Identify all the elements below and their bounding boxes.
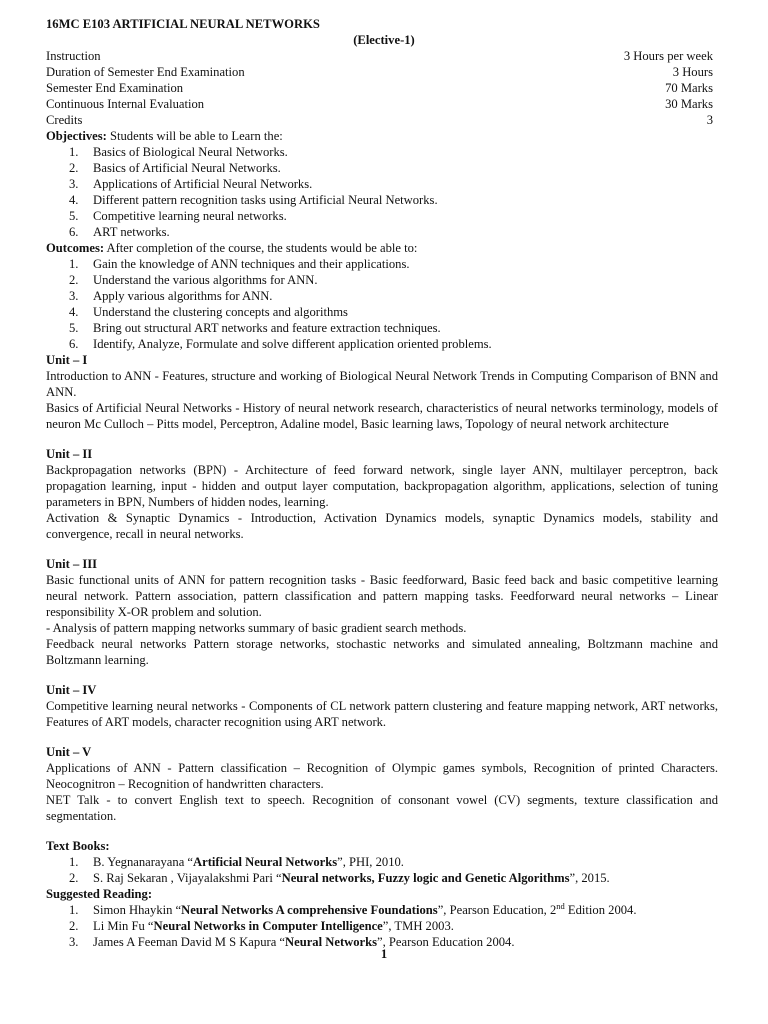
list-text: Identify, Analyze, Formulate and solve different application oriented problems. [93,337,492,351]
objectives-intro-text: Students will be able to Learn the: [106,129,283,143]
scheme-label: Semester End Examination [46,81,184,95]
suggested-reading-list [46,902,718,950]
unit-paragraph: Basic functional units of ANN for pattern recognition tasks - Basic feedforward, Basic feed back and basic competitive learning neural network. Pattern association, pattern classification and pattern mapping tasks. Feedforward neural networks – Linear responsibility X-OR problem and solution. [46,573,718,619]
list-number: 4. [69,305,79,319]
list-item [46,176,718,192]
unit-paragraph: Backpropagation networks (BPN) - Architecture of feed forward network, single layer ANN, multilayer perceptron, back propagation learning, input - hidden and output layer computation, backpropagation algorithm, applications, selection of tuning parameters in BPN, Numbers of hidden nodes, learning. [46,463,718,509]
scheme-label: Credits [46,113,83,127]
list-number: 5. [69,209,79,223]
scheme-row [46,48,718,64]
book-title: Artificial Neural Networks [193,855,338,869]
unit-paragraph: Activation & Synaptic Dynamics - Introduction, Activation Dynamics models, synaptic Dynamics models, stability and convergence, recall in neural networks. [46,511,718,541]
list-item [46,208,718,224]
list-text: Bring out structural ART networks and feature extraction techniques. [93,321,441,335]
book-author: B. Yegnanarayana “ [93,855,194,869]
book-author: S. Raj Sekaran , Vijayalakshmi Pari “ [93,871,282,885]
list-text: Applications of Artificial Neural Networks. [93,177,313,191]
scheme-row [46,96,718,112]
list-text: Apply various algorithms for ANN. [93,289,273,303]
scheme-value: 3 [706,113,713,127]
text-books-section [46,838,718,886]
scheme-label: Continuous Internal Evaluation [46,97,205,111]
list-text: Understand the various algorithms for ANN. [93,273,318,287]
list-item [46,288,718,304]
unit-heading: Unit – II [46,447,93,461]
list-number: 2. [69,161,79,175]
unit-paragraph: - Analysis of pattern mapping networks summary of basic gradient search methods. [46,621,467,635]
list-number: 1. [69,903,79,917]
book-title: Neural Networks [285,935,378,949]
book-title: Neural Networks A comprehensive Foundations [181,903,438,917]
elective-label: (Elective-1) [353,33,415,47]
unit-paragraph: Feedback neural networks Pattern storage networks, stochastic networks and simulated annealing, Boltzmann machine and Boltzmann learning. [46,637,718,667]
list-text: Gain the knowledge of ANN techniques and their applications. [93,257,410,271]
list-number: 6. [69,225,79,239]
list-text: Basics of Artificial Neural Networks. [93,161,281,175]
book-publisher: ”, Pearson Education 2004. [377,935,515,949]
list-number: 3. [69,289,79,303]
list-number: 1. [69,145,79,159]
objectives-section [46,128,718,240]
text-books-list [46,854,718,886]
list-number: 2. [69,273,79,287]
list-item [46,304,718,320]
list-item [46,918,718,934]
list-text: Competitive learning neural networks. [93,209,287,223]
text-books-heading: Text Books: [46,839,110,853]
unit-heading: Unit – V [46,745,92,759]
unit-2-section [46,446,718,542]
list-text: ART networks. [93,225,170,239]
unit-heading: Unit – I [46,353,88,367]
unit-5-section [46,744,718,824]
objectives-list [46,144,718,240]
book-title: Neural networks, Fuzzy logic and Genetic Algorithms [281,871,570,885]
scheme-label: Duration of Semester End Examination [46,65,245,79]
list-item [46,336,718,352]
book-publisher: ”, PHI, 2010. [337,855,404,869]
list-number: 3. [69,177,79,191]
list-item [46,224,718,240]
scheme-label: Instruction [46,49,101,63]
list-item [46,870,718,886]
outcomes-list [46,256,718,352]
syllabus-page [46,16,718,950]
scheme-row [46,112,718,128]
list-item [46,320,718,336]
unit-1-section [46,352,718,432]
list-number: 2. [69,871,79,885]
suggested-reading-section [46,886,718,950]
unit-paragraph: Applications of ANN - Pattern classification – Recognition of Olympic games symbols, Recognition of printed Characters. Neocognitron – Recognition of handwritten characters. [46,761,718,791]
objectives-label: Objectives: [46,129,107,143]
list-item [46,144,718,160]
list-item [46,854,718,870]
unit-paragraph: Basics of Artificial Neural Networks - History of neural network research, characteristics of neural networks terminology, models of neuron Mc Culloch – Pitts model, Perceptron, Adaline model, Basic learning laws, Topology of neural network architecture [46,401,718,431]
scheme-value: 3 Hours [672,65,713,79]
unit-heading: Unit – IV [46,683,97,697]
unit-heading: Unit – III [46,557,98,571]
scheme-value: 3 Hours per week [623,49,713,63]
course-title: 16MC E103 ARTIFICIAL NEURAL NETWORKS [46,17,320,31]
book-title: Neural Networks in Computer Intelligence [153,919,383,933]
outcomes-intro-text: After completion of the course, the students would be able to: [104,241,418,255]
unit-paragraph: Competitive learning neural networks - Components of CL network pattern clustering and feature mapping network, ART networks, Features of ART models, character recognition using ART network. [46,699,718,729]
list-text: Understand the clustering concepts and algorithms [93,305,348,319]
list-item [46,902,718,918]
scheme-value: 70 Marks [665,81,713,95]
unit-4-section [46,682,718,730]
book-publisher: ”, TMH 2003. [382,919,454,933]
list-item [46,272,718,288]
unit-paragraph: Introduction to ANN - Features, structure and working of Biological Neural Network Trends in Computing Comparison of BNN and ANN. [46,369,718,399]
list-number: 4. [69,193,79,207]
list-text: Different pattern recognition tasks using Artificial Neural Networks. [93,193,438,207]
unit-paragraph: NET Talk - to convert English text to speech. Recognition of consonant vowel (CV) segments, texture classification and segmentation. [46,793,718,823]
scheme-value: 30 Marks [665,97,713,111]
superscript: nd [556,900,565,911]
outcomes-intro [46,240,718,256]
list-number: 5. [69,321,79,335]
book-author: Li Min Fu “ [93,919,154,933]
list-item [46,256,718,272]
list-text: Basics of Biological Neural Networks. [93,145,288,159]
objectives-intro [46,128,718,144]
outcomes-section [46,240,718,352]
list-item [46,192,718,208]
list-number: 2. [69,919,79,933]
book-publisher: ”, 2015. [569,871,610,885]
scheme-table [46,48,718,128]
book-edition: Edition 2004. [564,903,637,917]
scheme-row [46,80,718,96]
list-number: 6. [69,337,79,351]
outcomes-label: Outcomes: [46,241,105,255]
scheme-row [46,64,718,80]
book-author: Simon Hhaykin “ [93,903,182,917]
list-number: 1. [69,855,79,869]
page-number: 1 [380,947,388,961]
book-author: James A Feeman David M S Kapura “ [93,935,286,949]
book-publisher: ”, Pearson Education, 2 [437,903,557,917]
suggested-reading-heading: Suggested Reading: [46,887,153,901]
list-item [46,160,718,176]
list-number: 3. [69,935,79,949]
list-number: 1. [69,257,79,271]
unit-3-section [46,556,718,668]
